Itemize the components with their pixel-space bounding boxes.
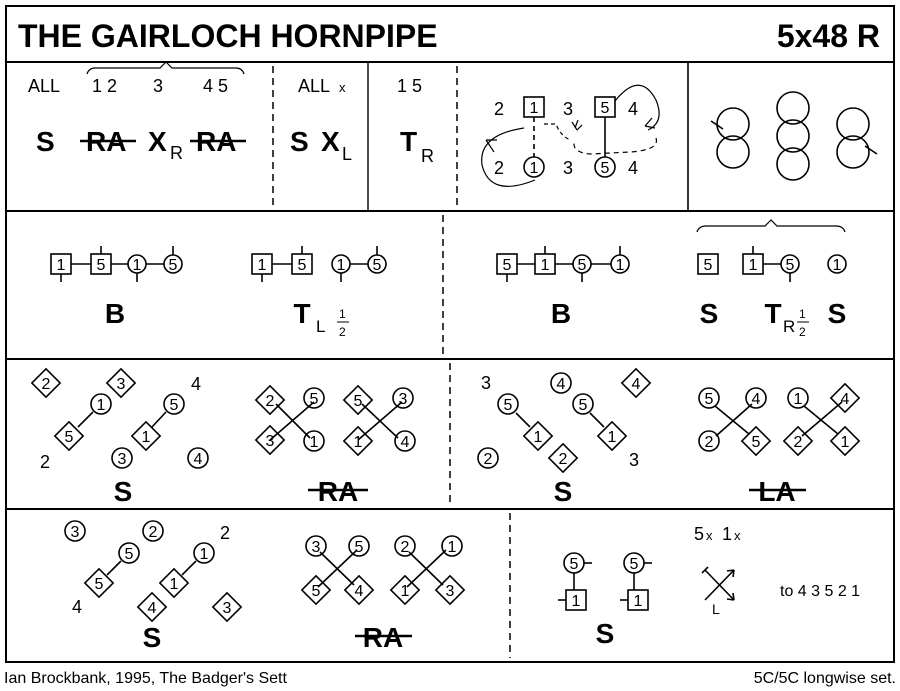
svg-text:4: 4 — [354, 583, 364, 600]
svg-text:5: 5 — [372, 257, 382, 274]
svg-text:3: 3 — [265, 433, 275, 450]
fig-t-l-sub: L — [316, 317, 326, 336]
svg-text:3: 3 — [445, 583, 455, 600]
svg-text:4: 4 — [147, 600, 157, 617]
svg-text:1: 1 — [56, 257, 66, 274]
fig-x-2-sub: L — [342, 144, 353, 164]
fig-s-2: S — [290, 126, 309, 157]
svg-text:5: 5 — [503, 397, 513, 414]
fig-ra: RA — [86, 126, 127, 157]
svg-text:5: 5 — [309, 391, 319, 408]
dance-title: THE GAIRLOCH HORNPIPE — [18, 18, 438, 54]
fig-s-8: S — [595, 618, 615, 649]
panel-4-1 — [65, 521, 241, 621]
svg-text:4: 4 — [751, 391, 761, 408]
svg-text:3: 3 — [311, 539, 321, 556]
chain-b — [252, 246, 386, 282]
svg-text:5: 5 — [297, 257, 307, 274]
svg-text:1: 1 — [96, 397, 106, 414]
svg-text:4: 4 — [628, 158, 639, 178]
dance-code: 5x48 R — [776, 18, 880, 54]
svg-text:5: 5 — [354, 539, 364, 556]
svg-text:5: 5 — [124, 546, 134, 563]
svg-text:1: 1 — [336, 257, 346, 274]
svg-text:2: 2 — [40, 452, 51, 472]
svg-text:5: 5 — [96, 257, 106, 274]
note-1x: 1 — [722, 524, 733, 544]
svg-text:5: 5 — [577, 257, 587, 274]
svg-text:4: 4 — [193, 451, 203, 468]
chain-c — [497, 246, 629, 282]
svg-text:x: x — [734, 528, 741, 543]
panel-3-1 — [32, 369, 208, 472]
turn-l-label: L — [712, 601, 720, 617]
fig-s-7: S — [142, 622, 162, 653]
svg-text:1: 1 — [400, 583, 410, 600]
svg-text:2: 2 — [494, 158, 505, 178]
dancers-all-x: ALL — [298, 76, 331, 96]
fig-b-2: B — [550, 298, 572, 329]
panel-3-2 — [256, 386, 415, 455]
svg-text:3: 3 — [70, 524, 80, 541]
row4 — [65, 513, 860, 658]
row3 — [32, 363, 859, 507]
dancers-15: 1 5 — [397, 76, 423, 96]
svg-text:3: 3 — [116, 376, 126, 393]
crossing-arrows-icon — [702, 567, 734, 600]
dancers-12: 1 2 — [92, 76, 118, 96]
svg-text:1: 1 — [607, 429, 617, 446]
svg-text:5: 5 — [569, 556, 579, 573]
fig-ra-2: RA — [196, 126, 237, 157]
svg-text:1: 1 — [353, 434, 363, 451]
svg-text:1: 1 — [540, 257, 550, 274]
finish-order: to 4 3 5 2 1 — [780, 583, 861, 600]
fig-s-3: S — [699, 298, 719, 329]
svg-text:5: 5 — [311, 583, 321, 600]
svg-text:5: 5 — [629, 556, 639, 573]
svg-text:1: 1 — [339, 307, 346, 321]
svg-text:2: 2 — [494, 99, 505, 119]
svg-text:2: 2 — [265, 393, 275, 410]
track-diagram — [482, 85, 659, 186]
svg-text:2: 2 — [793, 434, 803, 451]
fig-x-2: X — [321, 126, 340, 157]
fig-t-sub: R — [421, 146, 434, 166]
svg-text:2: 2 — [400, 539, 410, 556]
panel-3-3 — [478, 369, 650, 472]
fig-s-6: S — [553, 476, 573, 507]
svg-text:x: x — [706, 528, 713, 543]
svg-text:5: 5 — [600, 100, 610, 117]
svg-text:5: 5 — [704, 391, 714, 408]
panel-4-3 — [558, 553, 652, 610]
svg-text:5: 5 — [353, 393, 363, 410]
fig-ra-4: RA — [362, 622, 404, 653]
svg-text:5: 5 — [751, 434, 761, 451]
fig-s: S — [36, 126, 55, 157]
svg-text:5: 5 — [703, 257, 713, 274]
svg-text:2: 2 — [339, 325, 346, 339]
svg-text:2: 2 — [41, 376, 51, 393]
fig-ra-3: RA — [317, 476, 359, 507]
panel-4-2 — [302, 536, 464, 604]
fig-s-4: S — [827, 298, 847, 329]
fig-x-sub: R — [170, 143, 183, 163]
row1 — [28, 62, 877, 211]
circle-figures — [711, 92, 877, 180]
fig-t-r-sub: R — [783, 317, 796, 336]
svg-text:3: 3 — [117, 451, 127, 468]
dancers-all: ALL — [28, 76, 61, 96]
svg-text:5: 5 — [168, 257, 178, 274]
svg-text:3: 3 — [629, 450, 640, 470]
fig-t-l: T — [293, 298, 311, 329]
svg-text:1: 1 — [748, 257, 758, 274]
dancers-all-x-sub: x — [339, 80, 346, 95]
fig-b: B — [104, 298, 126, 329]
svg-text:1: 1 — [199, 546, 209, 563]
svg-text:1: 1 — [309, 434, 319, 451]
dancers-3: 3 — [153, 76, 164, 96]
svg-text:2: 2 — [148, 524, 158, 541]
svg-text:2: 2 — [483, 451, 493, 468]
body-box — [6, 62, 894, 662]
svg-text:2: 2 — [799, 325, 806, 339]
svg-text:3: 3 — [398, 391, 408, 408]
svg-text:3: 3 — [222, 600, 232, 617]
svg-text:1: 1 — [257, 257, 267, 274]
svg-text:1: 1 — [840, 434, 850, 451]
row2 — [51, 215, 846, 355]
svg-text:1: 1 — [571, 593, 581, 610]
svg-text:1: 1 — [615, 257, 625, 274]
svg-text:4: 4 — [556, 376, 566, 393]
svg-text:5: 5 — [600, 160, 610, 177]
group-brace — [87, 62, 244, 74]
svg-text:4: 4 — [191, 374, 202, 394]
svg-text:5: 5 — [64, 429, 74, 446]
svg-text:3: 3 — [563, 99, 574, 119]
svg-text:3: 3 — [563, 158, 574, 178]
svg-text:1: 1 — [793, 391, 803, 408]
fig-la: LA — [758, 476, 796, 507]
note-5x: 5 — [694, 524, 705, 544]
svg-text:5: 5 — [169, 397, 179, 414]
svg-text:2: 2 — [220, 523, 231, 543]
chain-a — [51, 246, 182, 282]
svg-text:1: 1 — [169, 576, 179, 593]
svg-text:4: 4 — [840, 391, 850, 408]
svg-text:1: 1 — [529, 160, 539, 177]
svg-text:5: 5 — [94, 576, 104, 593]
fig-t: T — [400, 126, 418, 157]
footer-credit: Ian Brockbank, 1995, The Badger's Sett — [4, 670, 287, 687]
fig-t-r: T — [764, 298, 782, 329]
chain-d — [697, 220, 846, 282]
svg-text:5: 5 — [502, 257, 512, 274]
svg-text:1: 1 — [533, 429, 543, 446]
svg-text:2: 2 — [704, 434, 714, 451]
panel-3-4 — [699, 384, 859, 455]
svg-text:1: 1 — [141, 429, 151, 446]
svg-text:1: 1 — [132, 257, 142, 274]
fig-x: X — [148, 126, 167, 157]
svg-text:5: 5 — [578, 397, 588, 414]
svg-text:4: 4 — [400, 434, 410, 451]
svg-text:1: 1 — [832, 257, 842, 274]
svg-text:1: 1 — [529, 100, 539, 117]
svg-text:3: 3 — [481, 373, 492, 393]
svg-text:1: 1 — [633, 593, 643, 610]
svg-text:1: 1 — [799, 307, 806, 321]
dancers-45: 4 5 — [203, 76, 229, 96]
svg-text:4: 4 — [72, 597, 83, 617]
footer-formation: 5C/5C longwise set. — [753, 670, 896, 687]
svg-text:5: 5 — [785, 257, 795, 274]
svg-text:4: 4 — [631, 376, 641, 393]
svg-text:4: 4 — [628, 99, 639, 119]
svg-text:1: 1 — [447, 539, 457, 556]
svg-text:2: 2 — [558, 451, 568, 468]
fig-s-5: S — [113, 476, 133, 507]
